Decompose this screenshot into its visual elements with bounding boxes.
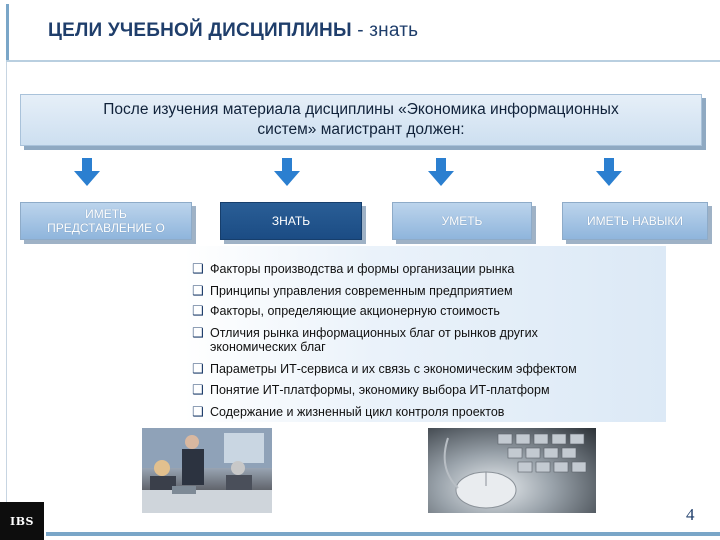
title-accent-line xyxy=(6,4,9,60)
footer-rule xyxy=(46,532,720,536)
list-item-text: Содержание и жизненный цикл контроля проектов xyxy=(210,405,505,419)
ibs-logo: IBS xyxy=(0,502,44,540)
checkbox-bullet-icon xyxy=(192,405,210,419)
list-item xyxy=(192,362,664,376)
list-item-text: Принципы управления современным предприятием xyxy=(210,284,513,298)
intro-line-1: После изучения материала дисциплины «Экономика информационных xyxy=(103,101,619,118)
slide-title-suffix: - знать xyxy=(351,20,419,41)
category-imet-navyki[interactable] xyxy=(562,202,708,240)
checkbox-bullet-icon xyxy=(192,326,210,354)
business-meeting-photo xyxy=(142,428,272,513)
page-number: 4 xyxy=(686,505,695,524)
left-frame-line xyxy=(6,62,7,508)
category-label: ИМЕТЬ xyxy=(85,207,127,221)
slide-title-main: ЦЕЛИ УЧЕБНОЙ ДИСЦИПЛИНЫ xyxy=(48,20,352,41)
list-item xyxy=(192,262,664,276)
list-item-text: Понятие ИТ-платформы, экономику выбора ИТ-платформ xyxy=(210,383,550,397)
checkbox-bullet-icon xyxy=(192,383,210,397)
list-item xyxy=(192,304,664,318)
list-item xyxy=(192,326,664,354)
category-label: УМЕТЬ xyxy=(441,214,483,228)
list-item-text: Отличия рынка информационных благ от рынков других xyxy=(210,326,538,340)
category-label: ПРЕДСТАВЛЕНИЕ О xyxy=(47,221,165,235)
category-imet-predstavlenie[interactable] xyxy=(20,202,192,240)
down-arrow-icon xyxy=(274,158,300,186)
intro-box xyxy=(20,94,702,146)
category-label: ЗНАТЬ xyxy=(271,214,311,228)
list-item xyxy=(192,383,664,397)
list-item-text: Факторы, определяющие акционерную стоимость xyxy=(210,304,500,318)
checkbox-bullet-icon xyxy=(192,284,210,298)
checkbox-bullet-icon xyxy=(192,304,210,318)
list-item xyxy=(192,284,664,298)
title-divider xyxy=(6,60,720,62)
intro-line-2: систем» магистрант должен: xyxy=(257,121,465,138)
category-label: ИМЕТЬ НАВЫКИ xyxy=(586,214,684,228)
checkbox-bullet-icon xyxy=(192,262,210,276)
list-item-text-continued: экономических благ xyxy=(210,340,326,354)
list-item-text: Факторы производства и формы организации рынка xyxy=(210,262,515,276)
checkbox-bullet-icon xyxy=(192,362,210,376)
down-arrow-icon xyxy=(596,158,622,186)
down-arrow-icon xyxy=(428,158,454,186)
category-znat[interactable] xyxy=(220,202,362,240)
title-bar xyxy=(0,0,720,62)
list-item-text: Параметры ИТ-сервиса и их связь с экономическим эффектом xyxy=(210,362,577,376)
list-item xyxy=(192,405,664,419)
category-umet[interactable] xyxy=(392,202,532,240)
slide-title xyxy=(48,20,418,42)
keyboard-mouse-photo xyxy=(428,428,596,513)
down-arrow-icon xyxy=(74,158,100,186)
